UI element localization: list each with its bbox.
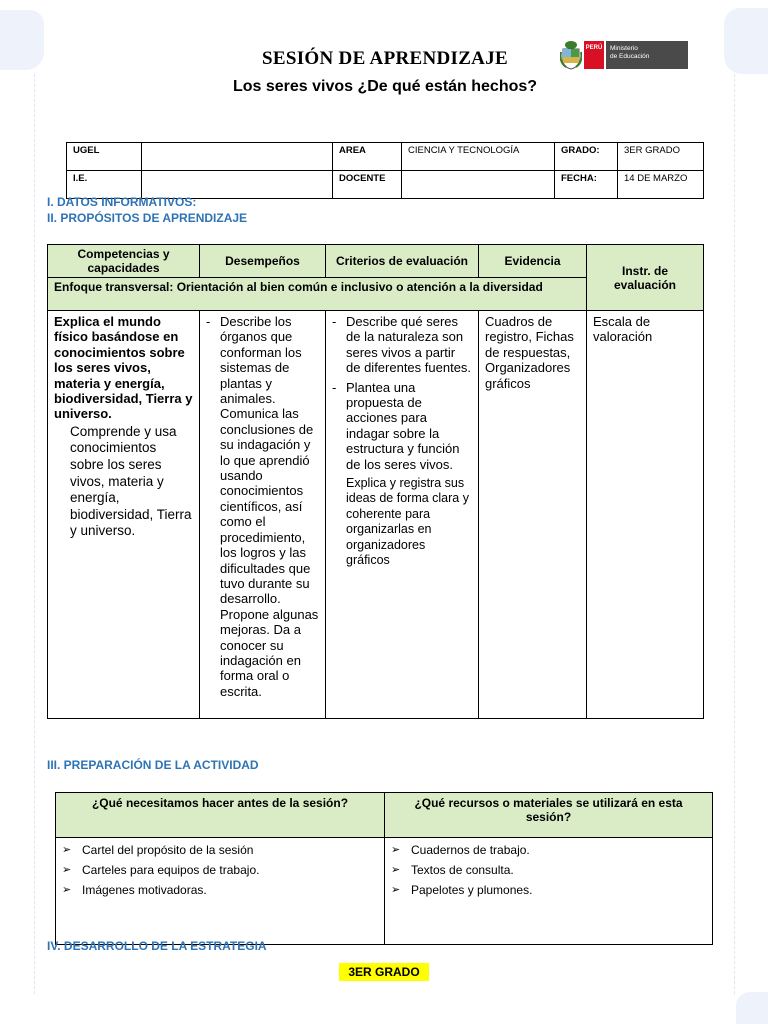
recursos-list bbox=[391, 842, 706, 902]
grado-label: GRADO: bbox=[555, 143, 618, 171]
header-competencias: Competencias y capacidades bbox=[48, 245, 200, 278]
criterio-item: Explica y registra sus ideas de forma clara y coherente para organizarlas en organizadores gráficos bbox=[346, 476, 469, 568]
list-item: ➢ Papelotes y plumones. bbox=[391, 882, 706, 902]
header-instrumento: Instr. de evaluación bbox=[587, 245, 704, 311]
header-desempenos: Desempeños bbox=[200, 245, 326, 278]
decorative-corner-top-right bbox=[724, 8, 768, 74]
header-evidencia: Evidencia bbox=[479, 245, 587, 278]
page-margin-guide-left bbox=[34, 74, 35, 994]
section-heading-propositos: II. PROPÓSITOS DE APRENDIZAJE bbox=[47, 211, 248, 225]
ie-label: I.E. bbox=[67, 171, 142, 199]
list-item: ➢ Imágenes motivadoras. bbox=[62, 882, 378, 902]
page-title: SESIÓN DE APRENDIZAJE bbox=[262, 48, 508, 69]
capacidad-text: Comprende y usa conocimientos sobre los seres vivos, materia y energía, biodiversidad, Tierra y universo. bbox=[70, 423, 192, 539]
preparacion-table bbox=[55, 792, 713, 945]
competencia-cell bbox=[48, 311, 200, 719]
grado-value: 3ER GRADO bbox=[618, 143, 704, 171]
antes-sesion-list bbox=[62, 842, 378, 902]
list-item: ➢ Textos de consulta. bbox=[391, 862, 706, 882]
arrow-bullet-icon: ➢ bbox=[62, 844, 72, 856]
desempenos-cell bbox=[200, 311, 326, 719]
recursos-cell bbox=[385, 838, 713, 945]
criterios-cell bbox=[326, 311, 479, 719]
page-subtitle: Los seres vivos ¿De qué están hechos? bbox=[232, 78, 538, 95]
grado-badge: 3ER GRADO bbox=[339, 963, 429, 981]
desempeno-item: - Describe los órganos que conforman los sistemas de plantas y animales. bbox=[206, 314, 302, 407]
header-antes-sesion: ¿Qué necesitamos hacer antes de la sesión? bbox=[56, 793, 385, 838]
section-heading-datos: I. DATOS INFORMATIVOS: bbox=[47, 195, 197, 209]
general-info-table bbox=[66, 142, 704, 199]
enfoque-transversal: Enfoque transversal: Orientación al bien común e inclusivo o atención a la diversidad bbox=[48, 278, 587, 311]
list-item: ➢ Carteles para equipos de trabajo. bbox=[62, 862, 378, 882]
docente-value bbox=[402, 171, 555, 199]
arrow-bullet-icon: ➢ bbox=[391, 884, 401, 896]
antes-sesion-cell bbox=[56, 838, 385, 945]
area-label: AREA bbox=[333, 143, 402, 171]
docente-label: DOCENTE bbox=[333, 171, 402, 199]
ministry-name: Ministerio de Educación bbox=[606, 41, 688, 69]
arrow-bullet-icon: ➢ bbox=[391, 844, 401, 856]
section-heading-preparacion: III. PREPARACIÓN DE LA ACTIVIDAD bbox=[47, 758, 259, 772]
arrow-bullet-icon: ➢ bbox=[391, 864, 401, 876]
page-margin-guide-right bbox=[734, 74, 735, 994]
ministry-logo bbox=[560, 40, 690, 70]
decorative-corner-bottom-right bbox=[736, 992, 768, 1024]
list-item: ➢ Cuadernos de trabajo. bbox=[391, 842, 706, 862]
evidencia-cell: Cuadros de registro, Fichas de respuestas, Organizadores gráficos bbox=[479, 311, 587, 719]
ugel-value bbox=[142, 143, 333, 171]
fecha-label: FECHA: bbox=[555, 171, 618, 199]
header-recursos: ¿Qué recursos o materiales se utilizará en esta sesión? bbox=[385, 793, 713, 838]
section-heading-desarrollo: IV. DESARROLLO DE LA ESTRATEGIA bbox=[47, 939, 267, 953]
desempeno-item: Comunica las conclusiones de su indagación y lo que aprendió usando conocimientos científicos, así como el procedimiento, los logros y las dificultades que tuvo durante su desarrollo. Propone algunas mejoras. Da a conocer su indagación en forma oral o escrita. bbox=[220, 406, 319, 699]
instrumento-cell: Escala de valoración bbox=[587, 311, 704, 719]
ugel-label: UGEL bbox=[67, 143, 142, 171]
criterio-item: - Plantea una propuesta de acciones para indagar sobre la estructura y función de los seres vivos. bbox=[332, 379, 460, 472]
decorative-corner-top-left bbox=[0, 10, 44, 70]
criterio-item: - Describe qué seres de la naturaleza son seres vivos a partir de diferentes fuentes. bbox=[332, 314, 472, 376]
arrow-bullet-icon: ➢ bbox=[62, 864, 72, 876]
list-item: ➢ Cartel del propósito de la sesión bbox=[62, 842, 378, 862]
coat-of-arms-icon bbox=[560, 40, 582, 70]
arrow-bullet-icon: ➢ bbox=[62, 884, 72, 896]
fecha-value: 14 DE MARZO bbox=[618, 171, 704, 199]
header-criterios: Criterios de evaluación bbox=[326, 245, 479, 278]
competencias-table bbox=[47, 244, 704, 719]
peru-flag-label: PERÚ bbox=[584, 41, 604, 69]
competencia-text: Explica el mundo físico basándose en conocimientos sobre los seres vivos, materia y energía, biodiversidad, Tierra y universo. bbox=[54, 314, 193, 422]
area-value: CIENCIA Y TECNOLOGÍA bbox=[402, 143, 555, 171]
